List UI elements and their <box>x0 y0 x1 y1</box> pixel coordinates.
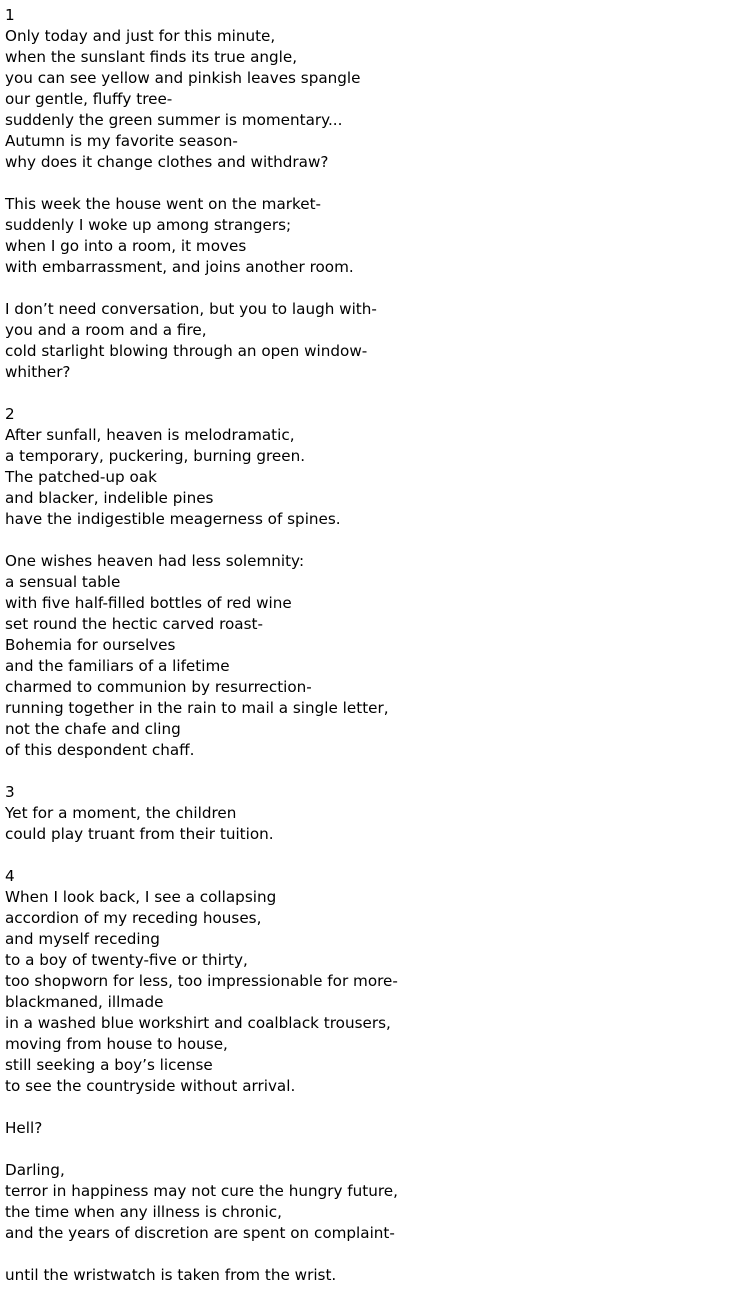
blank-line <box>5 761 750 782</box>
poem-line: terror in happiness may not cure the hungry future, <box>5 1182 398 1200</box>
blank-line <box>5 1244 750 1265</box>
blank-line <box>5 173 750 194</box>
blank-line <box>5 530 750 551</box>
poem-line: and the familiars of a lifetime <box>5 657 230 675</box>
poem-line: running together in the rain to mail a single letter, <box>5 699 389 717</box>
poem-line: until the wristwatch is taken from the wrist. <box>5 1266 337 1284</box>
poem-line: Autumn is my favorite season- <box>5 132 238 150</box>
poem-line: when I go into a room, it moves <box>5 237 247 255</box>
blank-line <box>5 1139 750 1160</box>
poem-line: charmed to communion by resurrection- <box>5 678 312 696</box>
poem-line: not the chafe and cling <box>5 720 181 738</box>
poem-line: whither? <box>5 363 71 381</box>
poem-line: Yet for a moment, the children <box>5 804 237 822</box>
poem-line: you can see yellow and pinkish leaves spangle <box>5 69 361 87</box>
poem-line: Bohemia for ourselves <box>5 636 176 654</box>
poem-line: Hell? <box>5 1119 43 1137</box>
poem-line: The patched-up oak <box>5 468 157 486</box>
poem-line: Only today and just for this minute, <box>5 27 276 45</box>
blank-line <box>5 383 750 404</box>
poem-line: our gentle, fluffy tree- <box>5 90 173 108</box>
poem-line: suddenly the green summer is momentary... <box>5 111 343 129</box>
poem-line: have the indigestible meagerness of spines. <box>5 510 341 528</box>
blank-line <box>5 1097 750 1118</box>
poem-line: still seeking a boy’s license <box>5 1056 213 1074</box>
poem-line: After sunfall, heaven is melodramatic, <box>5 426 295 444</box>
poem-line: with five half-filled bottles of red wine <box>5 594 292 612</box>
poem-line: and the years of discretion are spent on complaint- <box>5 1224 395 1242</box>
poem-line: and blacker, indelible pines <box>5 489 214 507</box>
blank-line <box>5 845 750 866</box>
poem-line: 4 <box>5 867 15 885</box>
poem-line: and myself receding <box>5 930 160 948</box>
poem-line: blackmaned, illmade <box>5 993 164 1011</box>
poem-line: Darling, <box>5 1161 65 1179</box>
poem-line: suddenly I woke up among strangers; <box>5 216 292 234</box>
poem-line: moving from house to house, <box>5 1035 228 1053</box>
poem-line: 3 <box>5 783 15 801</box>
poem-line: in a washed blue workshirt and coalblack trousers, <box>5 1014 391 1032</box>
poem-line: could play truant from their tuition. <box>5 825 274 843</box>
poem-line: accordion of my receding houses, <box>5 909 262 927</box>
blank-line <box>5 278 750 299</box>
poem-line: when the sunslant finds its true angle, <box>5 48 298 66</box>
poem-line: This week the house went on the market- <box>5 195 322 213</box>
poem-line: of this despondent chaff. <box>5 741 195 759</box>
poem-line: I don’t need conversation, but you to laugh with- <box>5 300 377 318</box>
poem-line: One wishes heaven had less solemnity: <box>5 552 305 570</box>
poem-line: to see the countryside without arrival. <box>5 1077 296 1095</box>
poem-line: you and a room and a fire, <box>5 321 207 339</box>
poem-line: a temporary, puckering, burning green. <box>5 447 306 465</box>
poem-line: with embarrassment, and joins another room. <box>5 258 354 276</box>
poem-line: cold starlight blowing through an open window- <box>5 342 368 360</box>
poem-line: a sensual table <box>5 573 121 591</box>
poem-line: 1 <box>5 6 15 24</box>
poem-line: When I look back, I see a collapsing <box>5 888 277 906</box>
poem-line: the time when any illness is chronic, <box>5 1203 282 1221</box>
poem-line: 2 <box>5 405 15 423</box>
poem-line: to a boy of twenty-five or thirty, <box>5 951 248 969</box>
poem-line: why does it change clothes and withdraw? <box>5 153 329 171</box>
poem-line: set round the hectic carved roast- <box>5 615 263 633</box>
poem-line: too shopworn for less, too impressionable for more- <box>5 972 398 990</box>
